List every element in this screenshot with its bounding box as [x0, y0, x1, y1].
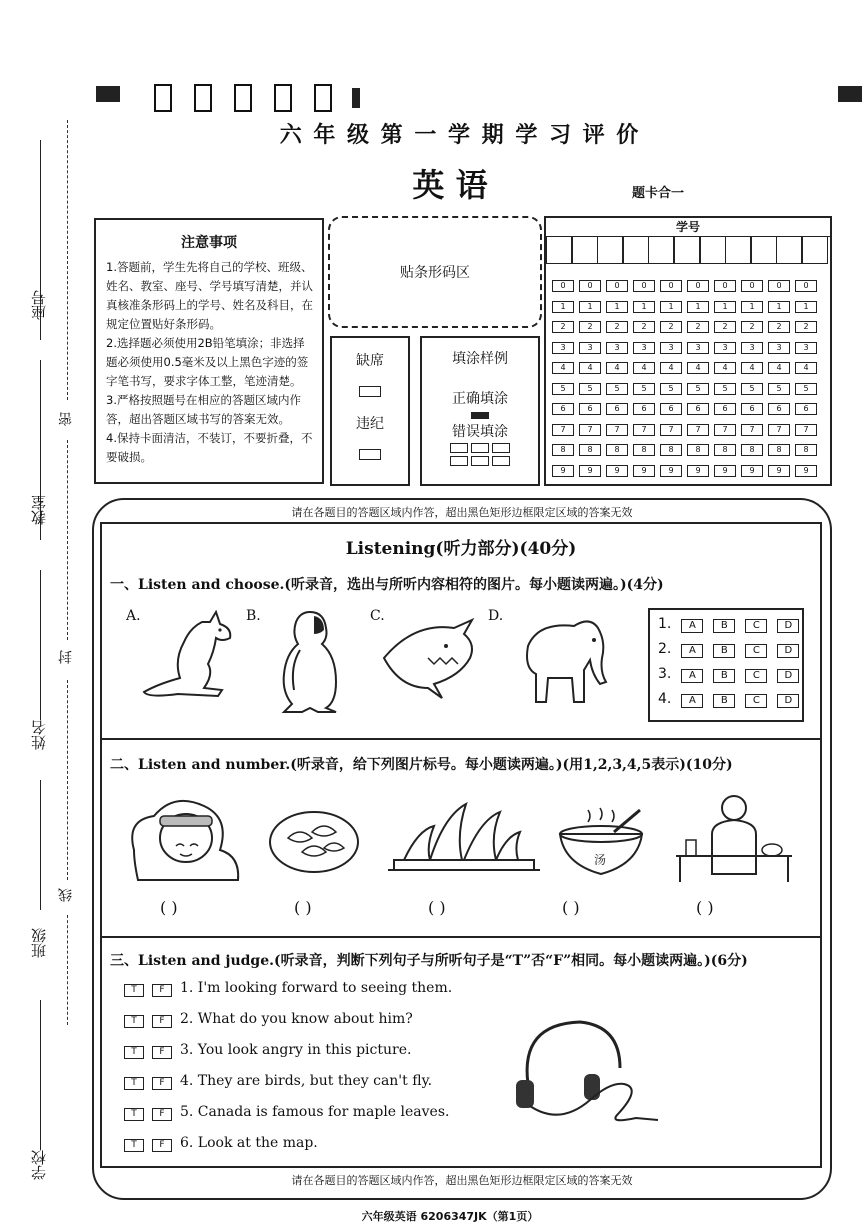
student-number-bubble[interactable]: 2	[795, 321, 817, 333]
student-number-bubble[interactable]: 6	[687, 403, 709, 415]
student-number-bubble[interactable]: 8	[741, 444, 763, 456]
student-number-bubble[interactable]: 9	[579, 465, 601, 477]
student-number-bubble[interactable]: 4	[660, 362, 682, 374]
sidebar-class-label: 班级	[30, 928, 48, 958]
student-number-bubble[interactable]: 6	[633, 403, 655, 415]
judge-sentence: 2. What do you know about him?	[180, 1011, 413, 1027]
student-number-bubble[interactable]: 1	[741, 301, 763, 313]
headphones-icon	[510, 1014, 670, 1126]
registration-mark	[352, 88, 360, 108]
student-number-write-cell[interactable]	[700, 236, 726, 264]
judge-row	[124, 1042, 411, 1059]
student-number-label: 学号	[546, 218, 830, 237]
student-number-bubbles	[546, 274, 828, 480]
student-number-bubble[interactable]: 7	[660, 424, 682, 436]
soup-icon	[554, 806, 648, 882]
student-number-bubble[interactable]: 3	[552, 342, 574, 354]
correct-fill-example	[471, 412, 489, 419]
student-number-bubble[interactable]: 5	[660, 383, 682, 395]
student-number-bubble[interactable]: 2	[741, 321, 763, 333]
penguin-icon	[270, 606, 354, 716]
choice-bubble[interactable]: C	[745, 619, 767, 633]
judge-row	[124, 1135, 318, 1152]
card-note: 题卡合一	[632, 186, 685, 201]
barcode-label: 贴条形码区	[400, 265, 470, 281]
violation-label: 违纪	[356, 416, 384, 432]
student-number-bubble[interactable]: 2	[660, 321, 682, 333]
student-number-bubble[interactable]: 3	[606, 342, 628, 354]
student-number-bubble[interactable]: 3	[741, 342, 763, 354]
student-number-bubble[interactable]: 4	[552, 362, 574, 374]
judge-row	[124, 1073, 432, 1090]
student-number-bubble[interactable]: 5	[687, 383, 709, 395]
divider	[100, 738, 822, 740]
part3-heading: 三、Listen and judge.(听录音，判断下列句子与所听句子是“T”否“F”相同。每小题读两遍。)(6分)	[110, 953, 748, 969]
timing-mark	[314, 84, 332, 112]
sidebar-room-label: 教室	[30, 495, 48, 525]
judge-row	[124, 1104, 449, 1121]
judge-sentence: 4. They are birds, but they can't fly.	[180, 1073, 433, 1089]
violation-bubble[interactable]	[359, 449, 381, 460]
divider	[100, 522, 822, 524]
student-number-bubble[interactable]: 4	[795, 362, 817, 374]
notice-item: 2.选择题必须使用2B铅笔填涂；非选择题必须使用0.5毫米及以上黑色字迹的签字笔书写，要求字体工整，笔迹清楚。	[106, 336, 309, 388]
part1-answer-row	[658, 666, 799, 683]
student-number-bubble[interactable]: 8	[687, 444, 709, 456]
student-number-bubble[interactable]: 5	[633, 383, 655, 395]
student-number-bubble[interactable]: 7	[552, 424, 574, 436]
student-number-write-cell[interactable]	[725, 236, 751, 264]
judge-sentence: 6. Look at the map.	[180, 1135, 318, 1151]
absent-label: 缺席	[356, 353, 384, 369]
fill-sample-box	[420, 336, 540, 486]
divider	[100, 1166, 822, 1168]
student-number-bubble[interactable]: 0	[606, 280, 628, 292]
student-number-bubble[interactable]: 9	[768, 465, 790, 477]
notice-item: 1.答题前，学生先将自己的学校、班级、姓名、教室、座号、学号填写清楚，并认真核准条形码上的学号、姓名及科目，在规定位置贴好条形码。	[106, 260, 313, 331]
question-number: 1.	[658, 616, 672, 632]
student-number-bubble[interactable]: 2	[714, 321, 736, 333]
seal-word: 密	[58, 412, 74, 426]
student-number-bubble[interactable]: 1	[633, 301, 655, 313]
student-number-bubble[interactable]: 0	[633, 280, 655, 292]
student-number-write-cell[interactable]	[751, 236, 777, 264]
student-number-bubble[interactable]: 9	[606, 465, 628, 477]
student-number-bubble[interactable]: 2	[606, 321, 628, 333]
barcode-area	[328, 216, 542, 328]
sidebar-name-label: 姓名	[30, 720, 48, 750]
sidebar-line	[40, 1000, 41, 1150]
kangaroo-icon	[140, 610, 244, 714]
student-number-bubble[interactable]: 0	[579, 280, 601, 292]
timing-mark	[274, 84, 292, 112]
notice-box	[94, 218, 324, 484]
choice-bubble[interactable]: C	[745, 644, 767, 658]
choice-bubble[interactable]: B	[713, 619, 735, 633]
notice-title: 注意事项	[181, 235, 237, 251]
shark-icon	[378, 618, 484, 714]
student-number-bubble[interactable]: 7	[768, 424, 790, 436]
notice-item: 4.保持卡面清洁，不装订，不要折叠，不要破损。	[106, 431, 313, 464]
exam-title: 六 年 级 第 一 学 期 学 习 评 价	[279, 122, 641, 148]
answer-blank-4[interactable]: ( )	[562, 898, 580, 917]
answer-blank-5[interactable]: ( )	[696, 898, 714, 917]
answer-blank-1[interactable]: ( )	[160, 898, 178, 917]
region-notice-bottom: 请在各题目的答题区域内作答，超出黑色矩形边框限定区域的答案无效	[291, 1174, 633, 1187]
student-number-bubble[interactable]: 5	[606, 383, 628, 395]
soup-char: 汤	[594, 853, 607, 867]
part2-heading: 二、Listen and number.(听录音，给下列图片标号。每小题读两遍。)(用1,2,3,4,5表示)(10分)	[110, 757, 733, 773]
student-number-bubble[interactable]: 3	[768, 342, 790, 354]
timing-mark	[194, 84, 212, 112]
false-bubble[interactable]: F	[152, 1077, 172, 1090]
student-number-bubble[interactable]: 8	[579, 444, 601, 456]
student-number-bubble[interactable]: 9	[687, 465, 709, 477]
student-number-bubble[interactable]: 8	[552, 444, 574, 456]
student-number-bubble[interactable]: 3	[795, 342, 817, 354]
student-number-bubble[interactable]: 5	[552, 383, 574, 395]
choice-bubble[interactable]: B	[713, 694, 735, 708]
student-number-write-cell[interactable]	[802, 236, 828, 264]
false-bubble[interactable]: F	[152, 1046, 172, 1059]
student-number-bubble[interactable]: 1	[660, 301, 682, 313]
answer-blank-2[interactable]: ( )	[294, 898, 312, 917]
student-number-write-cell[interactable]	[572, 236, 598, 264]
absence-box	[330, 336, 410, 486]
student-number-bubble[interactable]: 5	[579, 383, 601, 395]
student-number-bubble[interactable]: 5	[768, 383, 790, 395]
student-number-bubble[interactable]: 2	[579, 321, 601, 333]
choice-bubble[interactable]: C	[745, 694, 767, 708]
false-bubble[interactable]: F	[152, 1108, 172, 1121]
student-number-bubble[interactable]: 1	[795, 301, 817, 313]
student-number-write-cells	[546, 236, 828, 266]
judge-sentence: 3. You look angry in this picture.	[180, 1042, 412, 1058]
part1-heading: 一、Listen and choose.(听录音，选出与所听内容相符的图片。每小题读两遍。)(4分)	[110, 577, 664, 593]
choice-bubble[interactable]: A	[681, 694, 703, 708]
sidebar-seat-label: 座号	[30, 290, 48, 320]
student-number-bubble[interactable]: 2	[633, 321, 655, 333]
student-number-bubble[interactable]: 4	[633, 362, 655, 374]
student-number-bubble[interactable]: 6	[606, 403, 628, 415]
student-number-bubble[interactable]: 0	[714, 280, 736, 292]
student-number-bubble[interactable]: 8	[714, 444, 736, 456]
student-number-bubble[interactable]: 9	[714, 465, 736, 477]
student-number-bubble[interactable]: 0	[687, 280, 709, 292]
seal-word: 线	[58, 888, 74, 902]
student-number-bubble[interactable]: 6	[714, 403, 736, 415]
student-number-bubble[interactable]: 4	[687, 362, 709, 374]
part1-answer-row	[658, 616, 799, 633]
seal-line	[67, 680, 68, 880]
option-b-label: B.	[246, 608, 261, 624]
divider	[820, 524, 822, 1168]
student-number-bubble[interactable]: 3	[714, 342, 736, 354]
student-number-bubble[interactable]: 5	[795, 383, 817, 395]
absent-bubble[interactable]	[359, 386, 381, 397]
student-number-write-cell[interactable]	[674, 236, 700, 264]
answer-blank-3[interactable]: ( )	[428, 898, 446, 917]
wrong-fill-examples	[422, 443, 538, 469]
part1-answer-row	[658, 641, 799, 658]
judge-sentence: 1. I'm looking forward to seeing them.	[180, 980, 453, 996]
student-number-bubble[interactable]: 0	[768, 280, 790, 292]
student-number-bubble[interactable]: 3	[633, 342, 655, 354]
student-number-bubble[interactable]: 7	[579, 424, 601, 436]
student-number-bubble[interactable]: 4	[741, 362, 763, 374]
option-c-label: C.	[370, 608, 385, 624]
judge-row	[124, 1011, 413, 1028]
student-number-bubble[interactable]: 9	[633, 465, 655, 477]
student-number-bubble[interactable]: 9	[660, 465, 682, 477]
true-bubble[interactable]: T	[124, 1015, 144, 1028]
fill-sample-title: 填涂样例	[452, 351, 508, 367]
sidebar-line	[40, 570, 41, 720]
student-number-bubble[interactable]: 6	[660, 403, 682, 415]
student-number-bubble[interactable]: 7	[714, 424, 736, 436]
false-bubble[interactable]: F	[152, 1139, 172, 1152]
student-number-bubble[interactable]: 3	[660, 342, 682, 354]
student-number-bubble[interactable]: 3	[579, 342, 601, 354]
seal-line	[67, 440, 68, 640]
timing-mark	[234, 84, 252, 112]
student-number-bubble[interactable]: 1	[768, 301, 790, 313]
student-number-bubble[interactable]: 1	[579, 301, 601, 313]
true-bubble[interactable]: T	[124, 1139, 144, 1152]
judge-row	[124, 980, 452, 997]
student-number-bubble[interactable]: 0	[741, 280, 763, 292]
seal-line	[67, 120, 68, 400]
choice-bubble[interactable]: D	[777, 619, 799, 633]
student-number-bubble[interactable]: 4	[606, 362, 628, 374]
listening-title: Listening(听力部分)(40分)	[345, 539, 577, 559]
student-number-bubble[interactable]: 7	[741, 424, 763, 436]
student-number-bubble[interactable]: 6	[552, 403, 574, 415]
sidebar-school-label: 学校	[30, 1150, 48, 1180]
student-number-bubble[interactable]: 1	[714, 301, 736, 313]
student-number-bubble[interactable]: 7	[795, 424, 817, 436]
student-number-bubble[interactable]: 9	[795, 465, 817, 477]
registration-mark	[96, 86, 120, 102]
student-number-write-cell[interactable]	[648, 236, 674, 264]
false-bubble[interactable]: F	[152, 1015, 172, 1028]
dumplings-icon	[266, 804, 362, 876]
seal-line	[67, 915, 68, 1025]
student-number-bubble[interactable]: 6	[795, 403, 817, 415]
choice-bubble[interactable]: B	[713, 644, 735, 658]
student-number-bubble[interactable]: 1	[606, 301, 628, 313]
choice-bubble[interactable]: D	[777, 644, 799, 658]
student-number-bubble[interactable]: 1	[687, 301, 709, 313]
student-number-bubble[interactable]: 2	[552, 321, 574, 333]
student-number-bubble[interactable]: 8	[606, 444, 628, 456]
correct-fill-label: 正确填涂	[452, 391, 508, 407]
student-number-bubble[interactable]: 8	[768, 444, 790, 456]
student-number-bubble[interactable]: 4	[579, 362, 601, 374]
choice-bubble[interactable]: A	[681, 619, 703, 633]
divider	[100, 936, 822, 938]
student-number-bubble[interactable]: 9	[552, 465, 574, 477]
student-number-write-cell[interactable]	[623, 236, 649, 264]
true-bubble[interactable]: T	[124, 984, 144, 997]
false-bubble[interactable]: F	[152, 984, 172, 997]
choice-bubble[interactable]: D	[777, 694, 799, 708]
divider	[100, 524, 102, 1168]
choice-bubble[interactable]: B	[713, 669, 735, 683]
choice-bubble[interactable]: C	[745, 669, 767, 683]
student-number-bubble[interactable]: 9	[741, 465, 763, 477]
student-number-write-cell[interactable]	[546, 236, 572, 264]
student-number-write-cell[interactable]	[776, 236, 802, 264]
judge-sentence: 5. Canada is famous for maple leaves.	[180, 1104, 450, 1120]
question-number: 2.	[658, 641, 672, 657]
student-number-bubble[interactable]: 7	[633, 424, 655, 436]
option-a-label: A.	[126, 608, 141, 624]
part1-answer-box	[648, 608, 804, 722]
student-number-bubble[interactable]: 0	[552, 280, 574, 292]
region-notice-top: 请在各题目的答题区域内作答，超出黑色矩形边框限定区域的答案无效	[291, 506, 633, 519]
notice-item: 3.严格按照题号在相应的答题区域内作答，超出答题区域书写的答案无效。	[106, 393, 301, 426]
student-number-bubble[interactable]: 5	[741, 383, 763, 395]
student-number-bubble[interactable]: 4	[768, 362, 790, 374]
student-number-bubble[interactable]: 0	[660, 280, 682, 292]
wrong-fill-label: 错误填涂	[452, 424, 508, 440]
student-number-bubble[interactable]: 8	[660, 444, 682, 456]
part1-answer-row	[658, 691, 799, 708]
student-number-bubble[interactable]: 2	[768, 321, 790, 333]
timing-mark	[154, 84, 172, 112]
student-number-write-cell[interactable]	[597, 236, 623, 264]
true-bubble[interactable]: T	[124, 1108, 144, 1121]
student-number-bubble[interactable]: 3	[687, 342, 709, 354]
question-number: 4.	[658, 691, 672, 707]
student-number-bubble[interactable]: 5	[714, 383, 736, 395]
subject-title: 英 语	[412, 166, 488, 204]
student-number-bubble[interactable]: 2	[687, 321, 709, 333]
student-number-bubble[interactable]: 6	[768, 403, 790, 415]
page-footer: 六年级英语 6206347JK（第1页）	[361, 1210, 539, 1223]
opera-house-icon	[384, 798, 544, 880]
question-number: 3.	[658, 666, 672, 682]
student-number-bubble[interactable]: 8	[633, 444, 655, 456]
choice-bubble[interactable]: A	[681, 669, 703, 683]
true-bubble[interactable]: T	[124, 1046, 144, 1059]
sidebar-line	[40, 780, 41, 910]
student-number-bubble[interactable]: 4	[714, 362, 736, 374]
student-number-bubble[interactable]: 7	[687, 424, 709, 436]
student-number-bubble[interactable]: 6	[741, 403, 763, 415]
student-number-bubble[interactable]: 6	[579, 403, 601, 415]
registration-mark	[838, 86, 862, 102]
choice-bubble[interactable]: D	[777, 669, 799, 683]
true-bubble[interactable]: T	[124, 1077, 144, 1090]
sick-girl-icon	[126, 790, 244, 886]
option-d-label: D.	[488, 608, 504, 624]
student-number-bubble[interactable]: 1	[552, 301, 574, 313]
seal-word: 封	[58, 650, 74, 664]
student-number-bubble[interactable]: 8	[795, 444, 817, 456]
scientist-icon	[672, 790, 796, 886]
student-number-bubble[interactable]: 7	[606, 424, 628, 436]
elephant-icon	[508, 610, 614, 714]
choice-bubble[interactable]: A	[681, 644, 703, 658]
student-number-bubble[interactable]: 0	[795, 280, 817, 292]
